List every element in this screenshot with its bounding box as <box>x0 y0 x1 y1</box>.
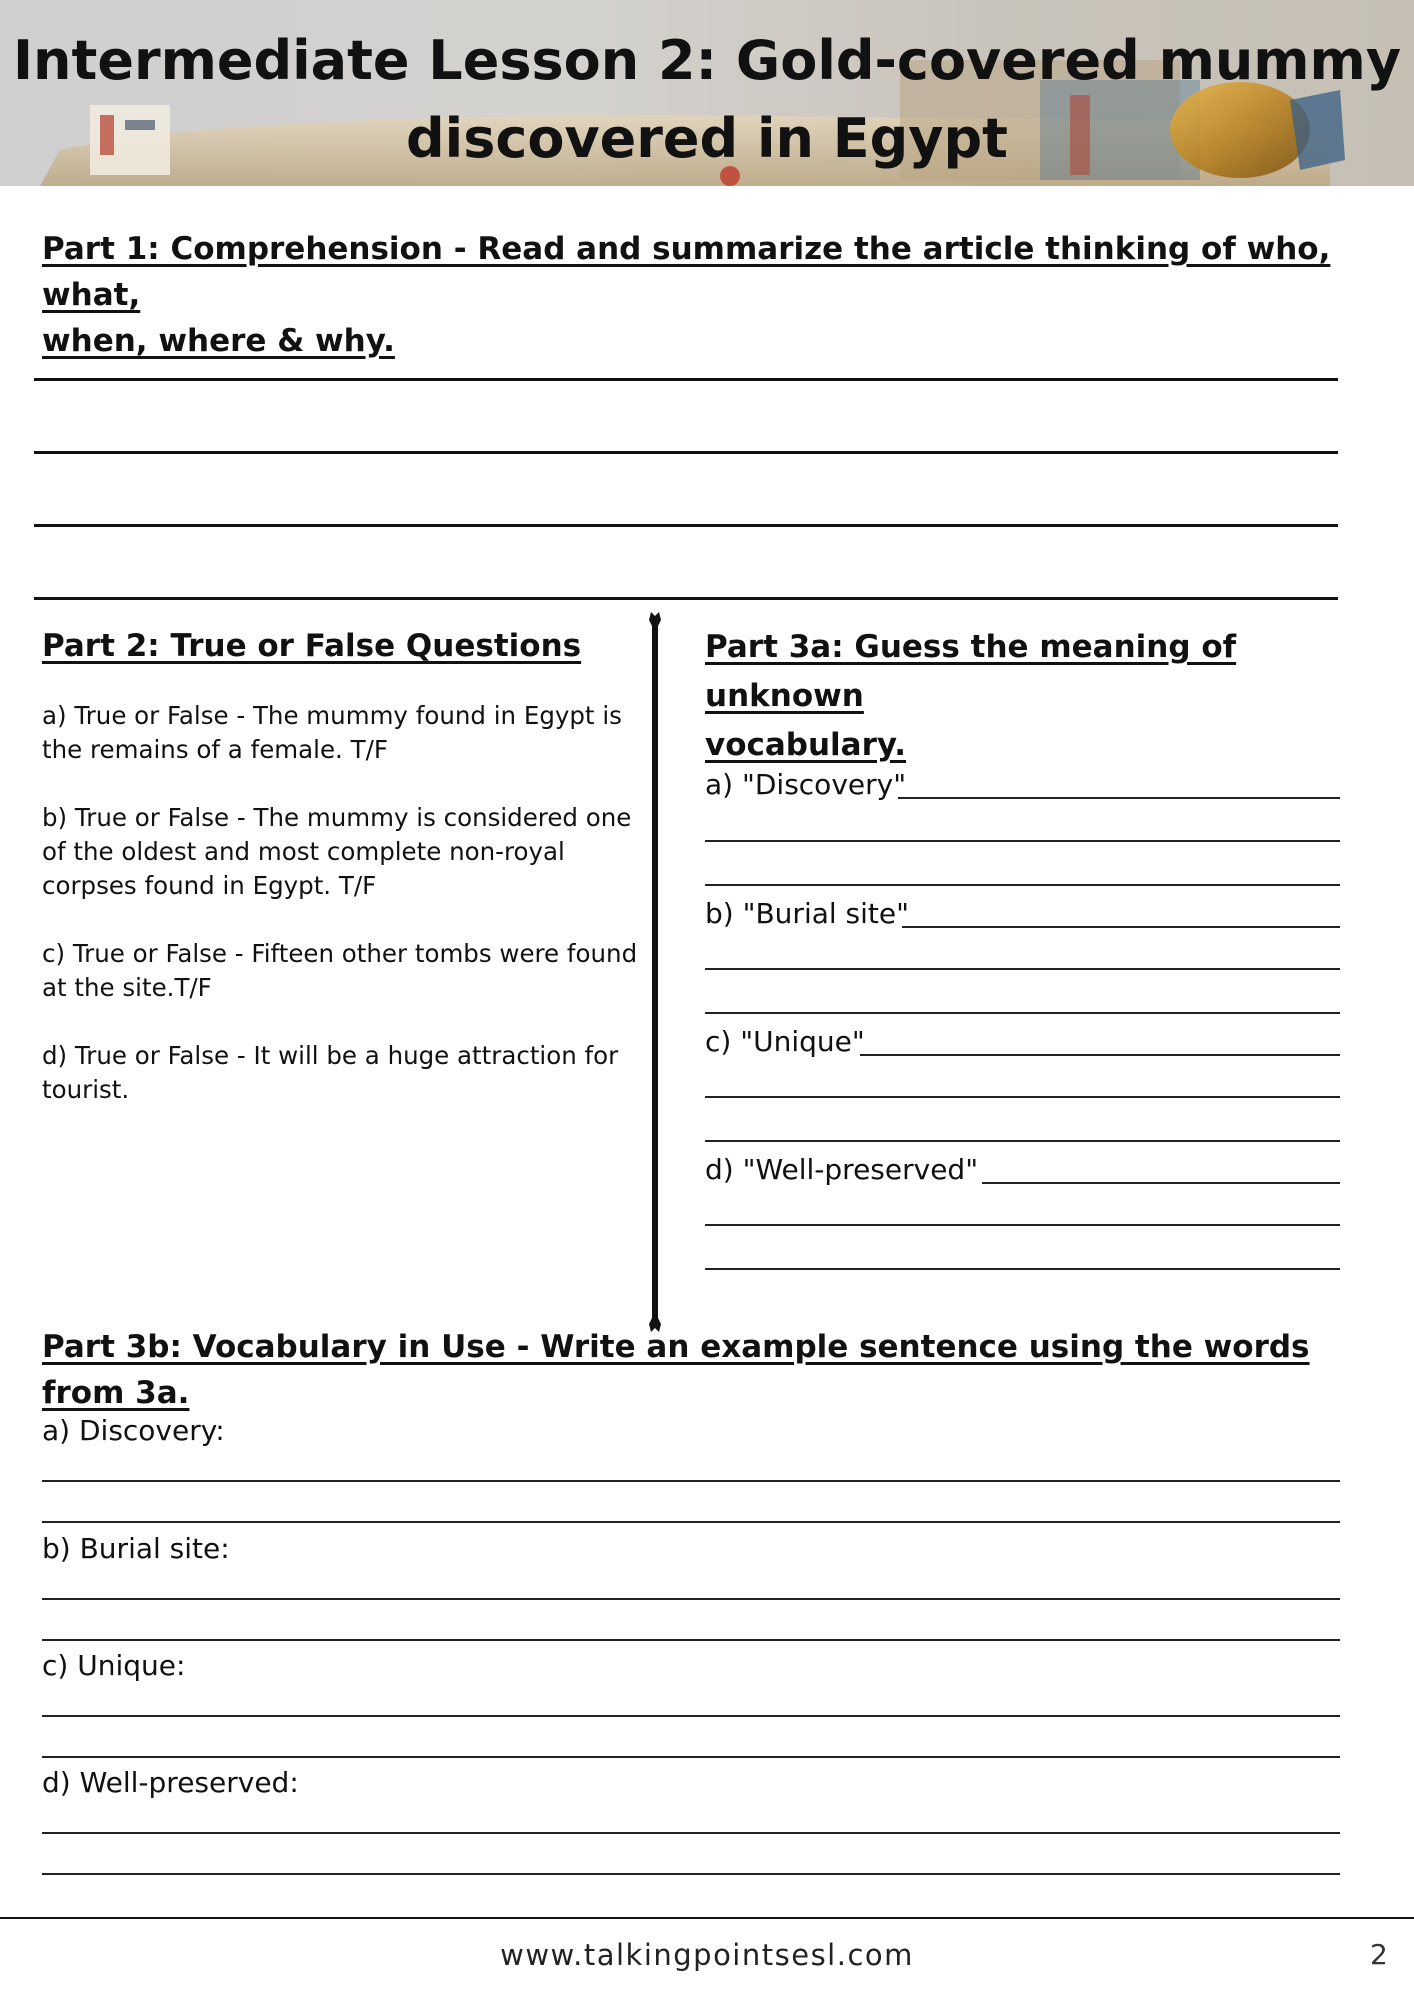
part3b-heading: Part 3b: Vocabulary in Use - Write an example sentence using the words from 3a. <box>42 1329 1310 1411</box>
title-line-1: Intermediate Lesson 2: Gold-covered mummy <box>12 29 1402 92</box>
page-number: 2 <box>1370 1938 1388 1971</box>
vocab-use-line-b1[interactable] <box>42 1598 1340 1600</box>
vocab-use-line-c2[interactable] <box>42 1756 1340 1758</box>
part2-heading: Part 2: True or False Questions <box>42 628 582 664</box>
part1-heading <box>42 226 1382 364</box>
vocab-guess-line-a2[interactable] <box>705 884 1340 886</box>
footer-url[interactable]: www.talkingpointsesl.com <box>500 1938 914 1972</box>
vocab-use-line-d1[interactable] <box>42 1832 1340 1834</box>
vocab-guess-line-d2[interactable] <box>705 1268 1340 1270</box>
vocab-guess-line-c1[interactable] <box>705 1096 1340 1098</box>
column-divider <box>648 612 662 1332</box>
vocab-use-line-d2[interactable] <box>42 1873 1340 1875</box>
vocab-guess-label-c: c) "Unique" <box>705 1025 865 1058</box>
part1-answer-line-4[interactable] <box>34 597 1338 600</box>
true-false-question-b: b) True or False - The mummy is considered one of the oldest and most complete non-royal corpses found in Egypt. T/F <box>42 803 632 900</box>
vocab-guess-inline-line-c[interactable] <box>860 1054 1340 1056</box>
part3a-heading-line-2: vocabulary. <box>705 727 907 763</box>
vocab-use-label-b: b) Burial site: <box>42 1532 230 1565</box>
part1-heading-line-2: when, where & why. <box>42 323 395 359</box>
part3a-heading <box>705 623 1365 770</box>
vocab-guess-inline-line-b[interactable] <box>902 926 1340 928</box>
header-banner <box>0 0 1414 186</box>
vocab-guess-label-a: a) "Discovery" <box>705 768 907 801</box>
vocab-guess-line-b2[interactable] <box>705 1012 1340 1014</box>
page-title <box>0 22 1414 178</box>
vocab-guess-inline-line-a[interactable] <box>898 797 1340 799</box>
true-false-question-d: d) True or False - It will be a huge attraction for tourist. <box>42 1041 619 1104</box>
title-line-2: discovered in Egypt <box>406 107 1008 170</box>
part1-answer-line-3[interactable] <box>34 524 1338 527</box>
true-false-question-c: c) True or False - Fifteen other tombs were found at the site.T/F <box>42 939 638 1002</box>
vocab-guess-line-c2[interactable] <box>705 1140 1340 1142</box>
vocab-guess-label-d: d) "Well-preserved" <box>705 1153 979 1186</box>
vocab-guess-inline-line-d[interactable] <box>982 1182 1340 1184</box>
vocab-use-label-d: d) Well-preserved: <box>42 1766 299 1799</box>
vocab-guess-line-d1[interactable] <box>705 1224 1340 1226</box>
vocab-guess-line-a1[interactable] <box>705 840 1340 842</box>
vocab-guess-label-b: b) "Burial site" <box>705 897 910 930</box>
footer-rule <box>0 1917 1414 1919</box>
part1-answer-line-1[interactable] <box>34 378 1338 381</box>
true-false-question-a: a) True or False - The mummy found in Egypt is the remains of a female. T/F <box>42 701 622 764</box>
vocab-use-line-b2[interactable] <box>42 1639 1340 1641</box>
vocab-use-line-a2[interactable] <box>42 1521 1340 1523</box>
part1-heading-line-1: Part 1: Comprehension - Read and summarize the article thinking of who, what, <box>42 231 1331 313</box>
part3a-heading-line-1: Part 3a: Guess the meaning of unknown <box>705 629 1237 714</box>
vocab-use-label-c: c) Unique: <box>42 1649 186 1682</box>
part1-answer-line-2[interactable] <box>34 451 1338 454</box>
vocab-guess-line-b1[interactable] <box>705 968 1340 970</box>
vocab-use-line-a1[interactable] <box>42 1480 1340 1482</box>
vocab-use-label-a: a) Discovery: <box>42 1414 225 1447</box>
vocab-use-line-c1[interactable] <box>42 1715 1340 1717</box>
